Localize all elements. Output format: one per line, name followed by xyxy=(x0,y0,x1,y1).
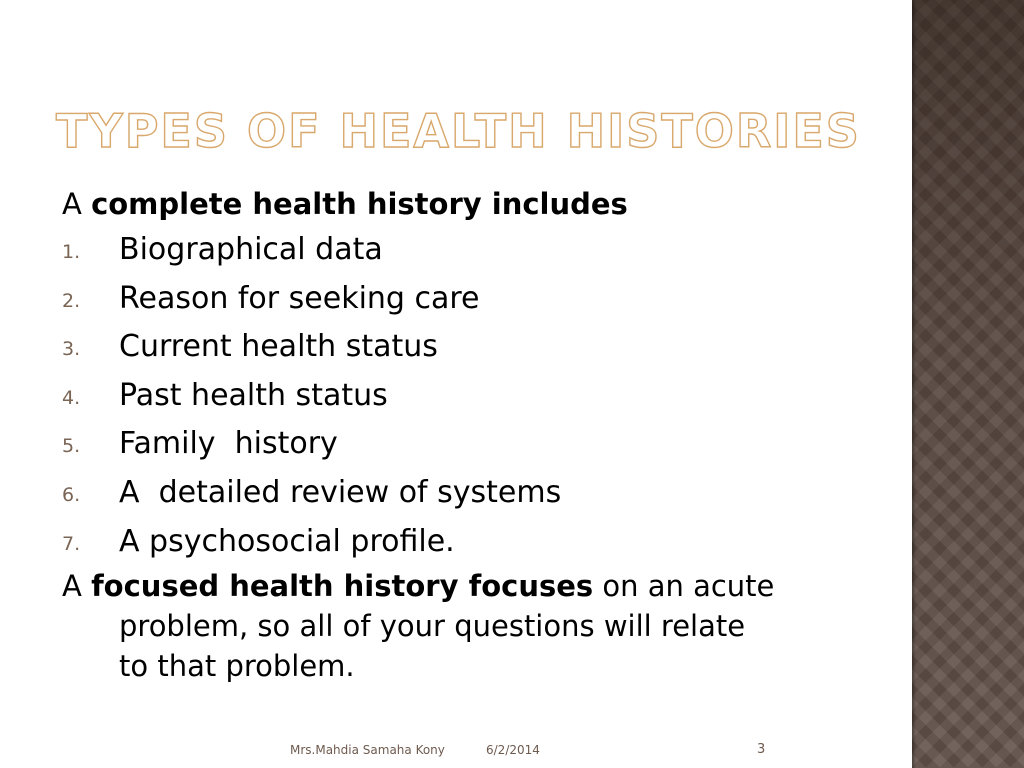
slide-title-text: TYPES OF HEALTH HISTORIES xyxy=(56,104,861,158)
list-item xyxy=(62,323,892,372)
list-item-text: Family history xyxy=(119,426,338,462)
list-item xyxy=(62,518,892,567)
closing-line-3: to that problem. xyxy=(119,649,355,684)
list-item-number: 1. xyxy=(62,241,81,263)
list-item xyxy=(62,275,892,324)
history-components-list xyxy=(62,226,892,566)
decorative-side-panel xyxy=(912,0,1024,768)
list-item-text: A detailed review of systems xyxy=(119,474,562,510)
list-item-text: Reason for seeking care xyxy=(119,280,480,316)
list-item-number: 5. xyxy=(62,435,81,458)
list-item xyxy=(62,372,892,421)
list-item-number: 2. xyxy=(62,289,81,312)
list-item-text: Current health status xyxy=(119,329,438,365)
list-item xyxy=(62,469,892,518)
list-item xyxy=(62,226,892,275)
footer-page-number: 3 xyxy=(757,742,766,757)
closing-paragraph xyxy=(62,566,882,686)
intro-line xyxy=(62,184,892,226)
list-item-number: 3. xyxy=(62,338,81,361)
list-item-number: 7. xyxy=(62,532,81,555)
list-item-text: Past health status xyxy=(119,377,388,413)
list-item-number: 4. xyxy=(62,386,81,409)
list-item-text: Biographical data xyxy=(119,232,383,267)
side-panel-shadow xyxy=(912,0,916,768)
intro-prefix: A xyxy=(62,187,92,221)
list-item-number: 6. xyxy=(62,483,81,506)
closing-line-1 xyxy=(62,566,882,606)
intro-bold: complete health history includes xyxy=(91,187,628,221)
slide-body xyxy=(62,184,892,686)
closing-line-1-rest: on an acute xyxy=(593,569,775,604)
closing-prefix: A xyxy=(62,569,92,604)
closing-line-2: problem, so all of your questions will relate xyxy=(119,609,746,644)
list-item-text: A psychosocial profile. xyxy=(119,523,455,559)
footer-date: 6/2/2014 xyxy=(486,743,540,757)
slide-title xyxy=(56,104,861,158)
closing-bold: focused health history focuses xyxy=(91,569,594,604)
footer-author: Mrs.Mahdia Samaha Kony xyxy=(290,743,445,757)
list-item xyxy=(62,420,892,469)
